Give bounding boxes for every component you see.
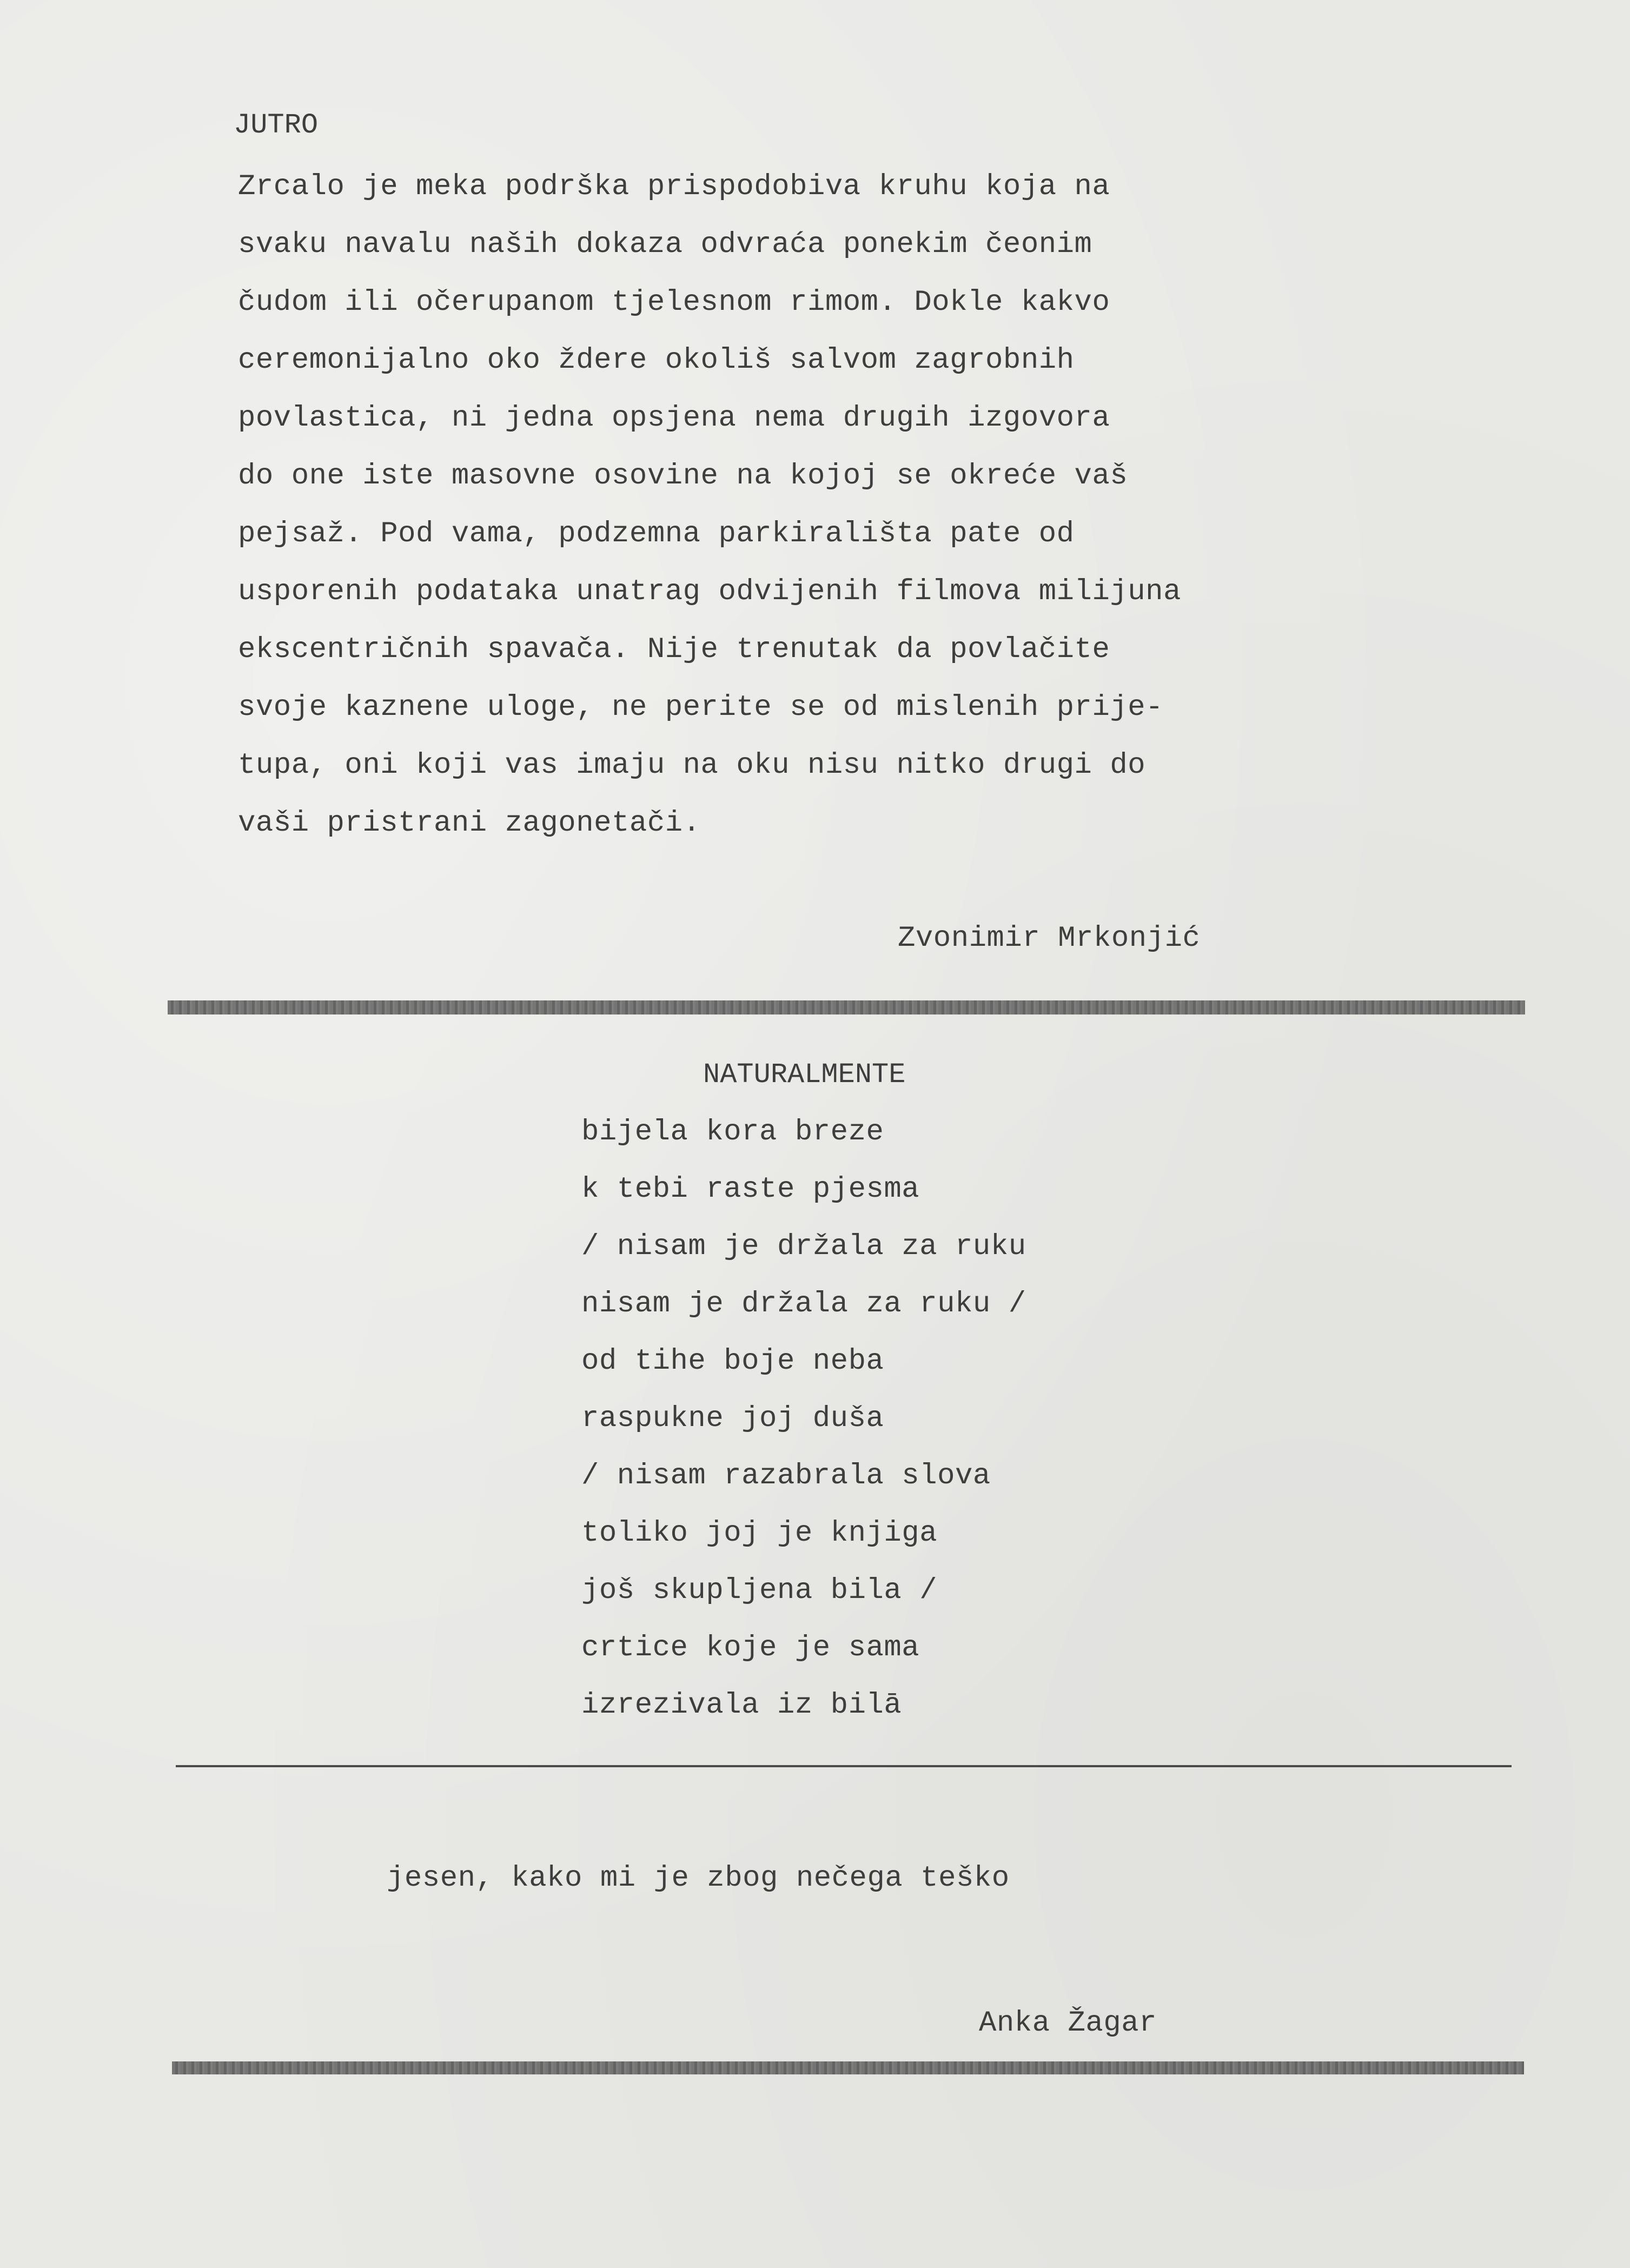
poem-line: nisam je držala za ruku /: [581, 1288, 1026, 1321]
poem-line: povlastica, ni jedna opsjena nema drugih izgovora: [238, 402, 1110, 435]
poem-line: bijela kora breze: [581, 1116, 884, 1149]
poem-line: od tihe boje neba: [581, 1345, 884, 1378]
poem-line: raspukne joj duša: [581, 1402, 884, 1435]
poem-line: / nisam je držala za ruku: [581, 1230, 1026, 1263]
poem-line: čudom ili očerupanom tjelesnom rimom. Dokle kakvo: [238, 286, 1110, 319]
poem-jutro-body: [238, 158, 1181, 852]
poem-line: / nisam razabrala slova: [581, 1460, 991, 1493]
poem-naturalmente-body: [581, 1103, 1026, 1734]
poem-line: pejsaž. Pod vama, podzemna parkirališta pate od: [238, 518, 1075, 551]
poem-line: toliko joj je knjiga: [581, 1517, 938, 1550]
poem-line: Zrcalo je meka podrška prispodobiva kruhu koja na: [238, 170, 1110, 203]
poem-line: tupa, oni koji vas imaju na oku nisu nitko drugi do: [238, 749, 1146, 782]
poem-line: izrezivala iz bilā: [581, 1689, 902, 1722]
poem-line: svaku navalu naših dokaza odvraća ponekim čeonim: [238, 228, 1092, 261]
poem-line: k tebi raste pjesma: [581, 1173, 920, 1206]
poem-line: vaši pristrani zagonetači.: [238, 807, 701, 840]
poem-line: crtice koje je sama: [581, 1632, 920, 1664]
author-signature: Anka Žagar: [979, 2007, 1157, 2040]
poem-line: do one iste masovne osovine na kojoj se okreće vaš: [238, 460, 1128, 493]
thin-divider: [176, 1765, 1512, 1767]
poem-title-naturalmente: NATURALMENTE: [703, 1059, 906, 1091]
poem-line: ekscentričnih spavača. Nije trenutak da povlačite: [238, 633, 1110, 666]
poem-line: svoje kaznene uloge, ne perite se od mislenih prije-: [238, 691, 1164, 724]
poem-line: usporenih podataka unatrag odvijenih filmova milijuna: [238, 575, 1181, 608]
poem-title-jutro: JUTRO: [234, 109, 319, 141]
author-signature: Zvonimir Mrkonjić: [898, 922, 1201, 955]
thick-divider: [168, 1000, 1525, 1014]
thick-divider: [172, 2061, 1524, 2074]
poem-line: jesen, kako mi je zbog nečega teško: [387, 1862, 1010, 1895]
poem-line: još skupljena bila /: [581, 1574, 938, 1607]
poem-line: ceremonijalno oko ždere okoliš salvom zagrobnih: [238, 344, 1075, 377]
